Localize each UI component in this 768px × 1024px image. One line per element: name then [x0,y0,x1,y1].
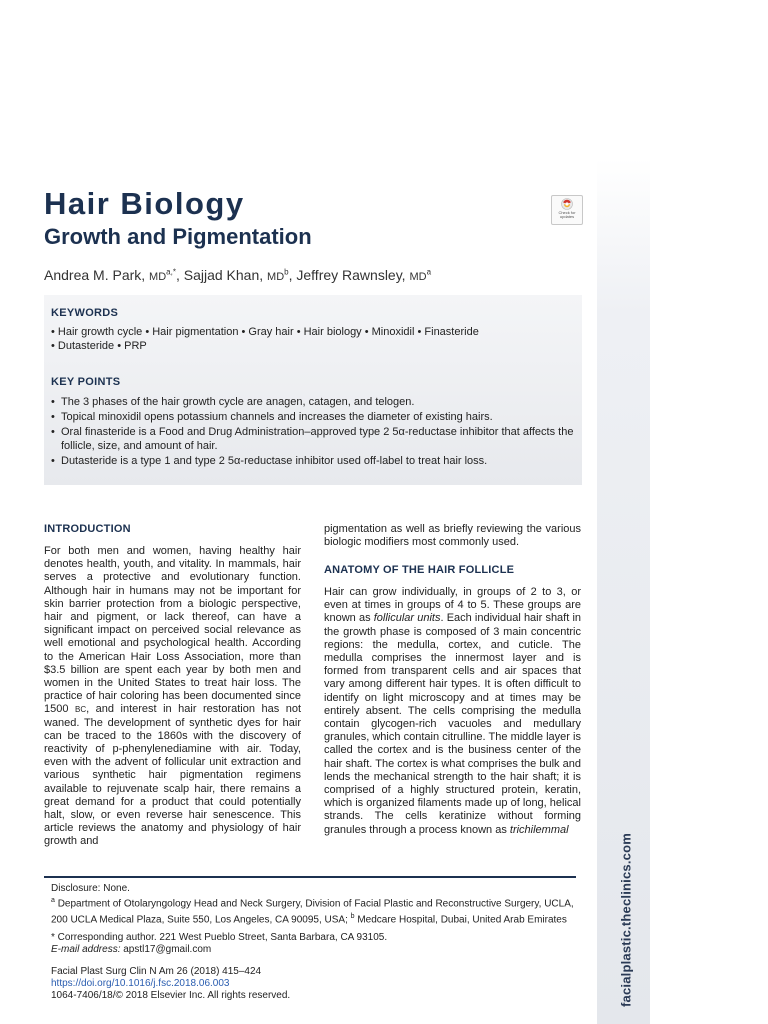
emphasis-text: trichilemmal [509,823,569,836]
author-affiliation-marker[interactable]: b [284,267,289,277]
author-name: Jeffrey Rawnsley, [296,267,406,283]
badge-text: Check for updates [558,210,576,219]
introduction-continuation: pigmentation as well as briefly reviewing the various biologic modifiers most commonly used. [324,523,581,549]
article-title: Hair Biology [44,186,245,221]
journal-url[interactable]: facialplastic.theclinics.com [618,833,634,1007]
anatomy-paragraph [324,586,581,837]
paragraph-text: . Each individual hair shaft in the growth phase is composed of 3 main concentric regions: the medulla, cortex, and cuticle. The medulla comprises the innermost layer and is formed from transparent cells and air spaces that vary among different hair types. It is often difficult to identify on light microscopy and at times may be entirely absent. The cells comprising the medulla contain glycogen-rich vacuoles and medullary granules, which contain citrulline. The middle layer is called the cortex and is the business center of the hair shaft. The cortex is what comprises the bulk and lends the mechanical strength to the hair shaft; it is comprised of a highly structured protein, keratin, which is organized filaments made up of long, helical strands. The cells keratinize without forming granules through a process known as [324,612,582,836]
paragraph-text: Hair can grow individually, in groups of 2 to 3, or even at times in groups of 4 to 5. These groups are known as [324,586,581,625]
email-line [51,944,576,956]
introduction-heading: INTRODUCTION [44,523,131,535]
keywords-line: • Hair growth cycle • Hair pigmentation • Gray hair • Hair biology • Minoxidil • Finasteride [51,326,479,338]
affiliations [51,895,576,926]
emphasis-text: follicular units [373,612,441,625]
doi-link[interactable]: https://doi.org/10.1016/j.fsc.2018.06.003 [51,978,230,989]
key-point-item: • Topical minoxidil opens potassium channels and increases the diameter of existing hairs. [51,410,576,424]
corresponding-author: * Corresponding author. 221 West Pueblo Street, Santa Barbara, CA 93105. [51,932,388,943]
author-degree: MD [409,271,427,283]
key-point-item: • Oral finasteride is a Food and Drug Administration–approved type 2 5α-reductase inhibitor that affects the follicle, size, and amount of hair. [51,425,576,453]
email-label: E-mail address: [51,944,121,955]
keywords-heading: KEYWORDS [51,307,119,319]
paragraph-text: , and interest in hair restoration has not waned. The development of synthetic dyes for hair can be traced to the 1860s with the discovery of reactivity of p-phenylenediamine with air. Today, even with the advent of follicular unit extraction and various synthetic hair pigmentation regimens available to rejuvenate scalp hair, there remains a great demand for a product that could potentially halt, slow, or even reverse hair senescence. This article reviews the anatomy and physiology of hair growth and [44,703,302,848]
author-degree: MD [149,271,167,283]
small-caps-text: BC [74,705,87,715]
introduction-paragraph [44,545,301,849]
key-point-item: • Dutasteride is a type 1 and type 2 5α-reductase inhibitor used off-label to treat hair loss. [51,454,576,468]
disclosure: Disclosure: None. [51,883,130,894]
keywords-line: • Dutasteride • PRP [51,340,147,352]
article-subtitle: Growth and Pigmentation [44,224,312,249]
key-points-list [51,395,576,469]
author-affiliation-marker[interactable]: a,* [166,267,176,277]
author-affiliation-marker[interactable]: a [426,267,432,277]
email-address[interactable]: apstl17@gmail.com [123,944,212,955]
key-point-item: • The 3 phases of the hair growth cycle are anagen, catagen, and telogen. [51,395,576,409]
author-degree: MD [267,271,285,283]
affiliation-text: Department of Otolaryngology Head and Neck Surgery, Division of Facial Plastic and Reconstructive Surgery, UCLA, 200 UCLA Medical Plaza, Suite 550, Los Angeles, CA 90095, USA; [51,898,574,926]
author-name: Andrea M. Park, [44,267,146,283]
author-list: Andrea M. Park, $MD^{a,*}$, Sajjad Khan, $MD^b$, Jeffrey Rawnsley, $MD^a$ [44,267,432,283]
affiliation-text: Medcare Hospital, Dubai, United Arab Emirates [357,914,567,926]
check-for-updates-badge[interactable] [551,195,583,225]
citation: Facial Plast Surg Clin N Am 26 (2018) 415–424 [51,966,262,977]
affiliation-marker: a [51,897,55,904]
author-name: Sajjad Khan, [183,267,264,283]
key-points-heading: KEY POINTS [51,376,121,388]
footnote-divider [44,876,576,878]
copyright: 1064-7406/18/© 2018 Elsevier Inc. All rights reserved. [51,990,291,1001]
paragraph-text: For both men and women, having healthy hair denotes health, youth, and vitality. In mammals, hair serves a protective and evolutionary function. Although hair in humans may not be important for skin barrier protection from a biologic perspective, hair and pigment, or lack thereof, can have a significant impact on perceived social relevance as well emotional and psychological health. According to the American Hair Loss Association, more than $3.5 billion are spent each year by both men and women in the United States to treat hair loss. The practice of hair coloring has been documented since 1500 [44,545,301,716]
affiliation-marker: b [350,912,355,920]
anatomy-heading: ANATOMY OF THE HAIR FOLLICLE [324,564,515,576]
